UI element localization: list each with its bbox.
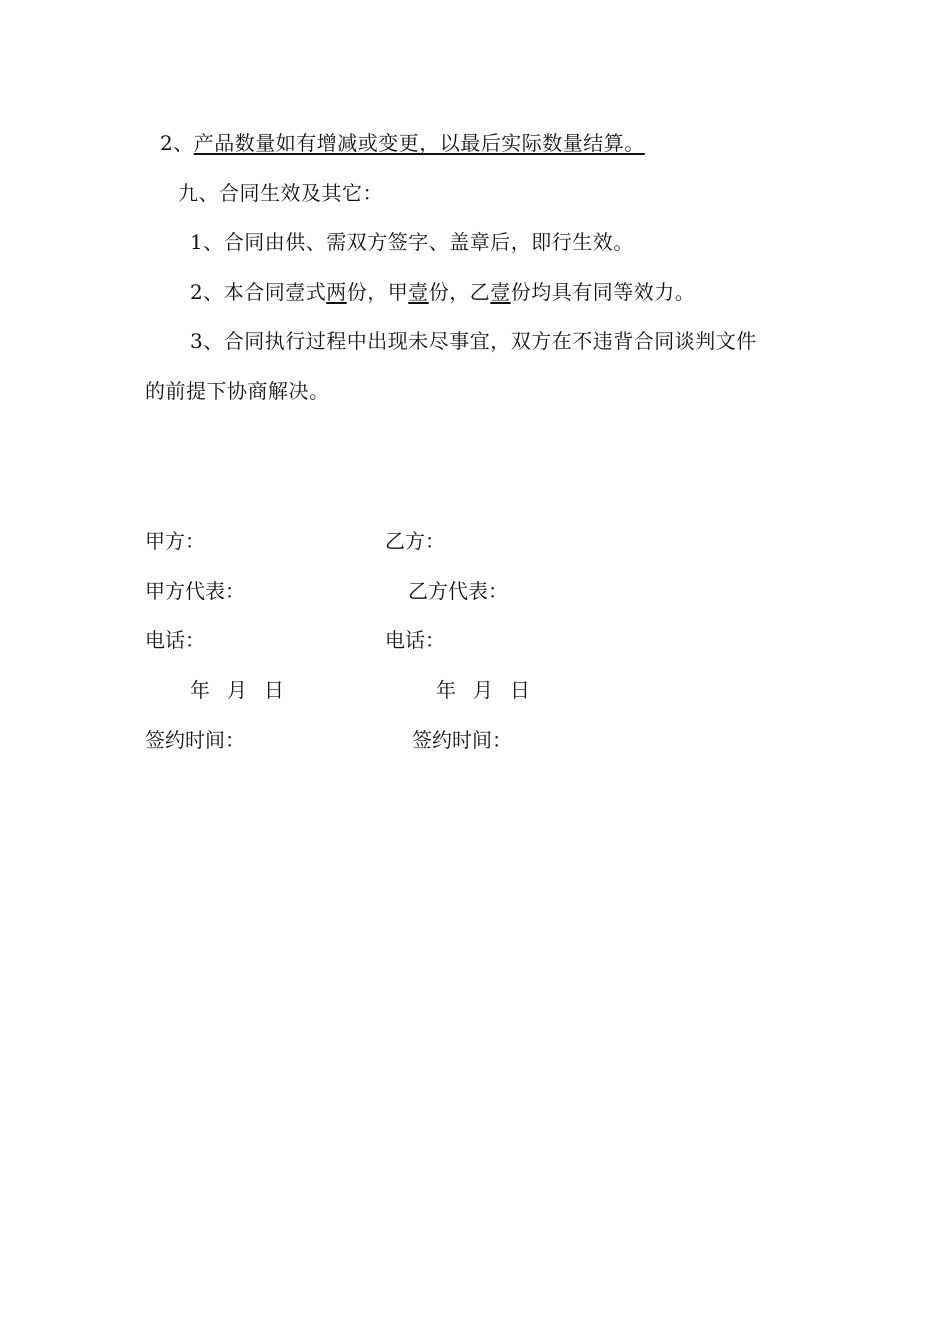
clause-item-2-number: 2、	[160, 131, 194, 155]
date-year-label: 年	[190, 678, 210, 702]
section-9-item-3-line-2: 的前提下协商解决。	[145, 379, 330, 403]
s9-item-2-part-a: 2、本合同壹式	[190, 280, 327, 304]
s9-item-2-part-e: 份，乙	[428, 280, 491, 304]
clause-item-2	[160, 130, 645, 156]
date-month-label: 月	[473, 678, 493, 702]
party-a-date	[190, 677, 284, 703]
party-b-label: 乙方：	[385, 529, 445, 553]
s9-item-2-copies-total: 两	[326, 280, 347, 304]
date-day-label: 日	[510, 678, 530, 702]
s9-item-2-copies-a: 壹	[408, 280, 429, 304]
date-day-label: 日	[264, 678, 284, 702]
section-9-item-3-line-1: 3、合同执行过程中出现未尽事宜，双方在不违背合同谈判文件	[190, 329, 757, 353]
clause-item-2-text: 产品数量如有增减或变更，以最后实际数量结算。	[193, 131, 645, 155]
s9-item-2-copies-b: 壹	[490, 280, 511, 304]
date-month-label: 月	[227, 678, 247, 702]
party-a-representative-label: 甲方代表：	[145, 579, 245, 603]
party-b-sign-time-label: 签约时间：	[412, 728, 512, 752]
date-year-label: 年	[436, 678, 456, 702]
s9-item-2-part-g: 份均具有同等效力。	[510, 280, 696, 304]
s9-item-2-part-c: 份，甲	[346, 280, 409, 304]
party-b-date	[436, 677, 530, 703]
party-a-phone-label: 电话：	[145, 628, 205, 652]
party-b-phone-label: 电话：	[385, 628, 445, 652]
section-9-item-2	[190, 279, 695, 305]
party-a-label: 甲方：	[145, 529, 205, 553]
section-9-item-1: 1、合同由供、需双方签字、盖章后，即行生效。	[190, 230, 634, 254]
party-a-sign-time-label: 签约时间：	[145, 728, 245, 752]
party-b-representative-label: 乙方代表：	[408, 579, 508, 603]
section-9-heading: 九、合同生效及其它：	[178, 181, 383, 205]
